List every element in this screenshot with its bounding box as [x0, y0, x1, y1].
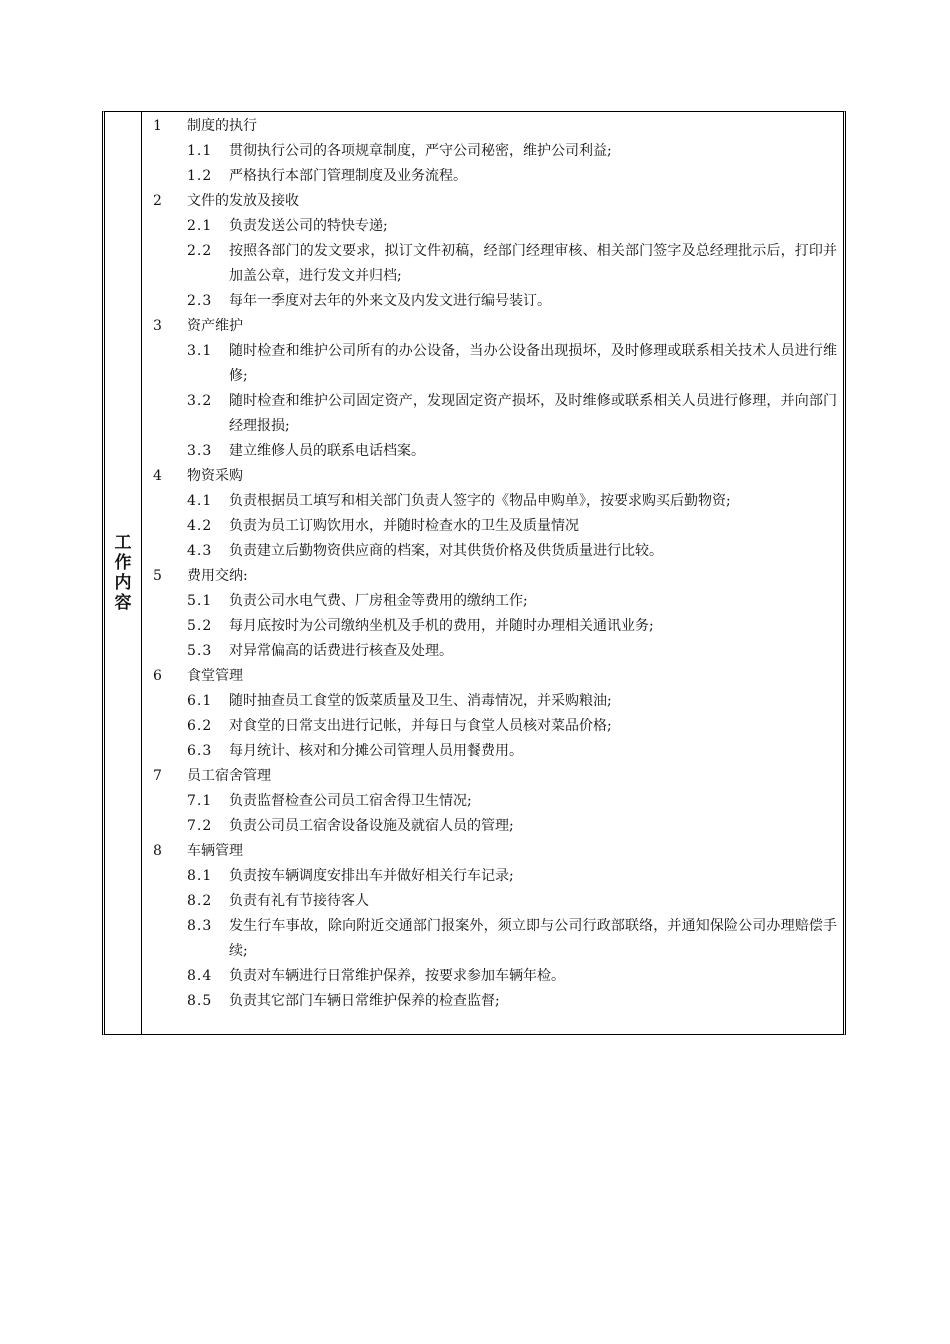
item-number: 1.2	[187, 168, 213, 184]
item-text: 负责根据员工填写和相关部门负责人签字的《物品申购单》，按要求购买后勤物资;	[229, 493, 731, 509]
item-text: 负责建立后勤物资供应商的档案，对其供货价格及供货质量进行比较。	[229, 543, 663, 559]
section-title: 文件的发放及接收	[187, 193, 299, 209]
section	[145, 314, 837, 464]
item-text: 对食堂的日常支出进行记帐，并每日与食堂人员核对菜品价格;	[229, 718, 612, 734]
item-text: 每月统计、核对和分摊公司管理人员用餐费用。	[229, 743, 523, 759]
section-header	[145, 664, 837, 689]
section-header	[145, 564, 837, 589]
section	[145, 464, 837, 564]
section-title: 资产维护	[187, 318, 243, 334]
section-title: 车辆管理	[187, 843, 243, 859]
list-item	[145, 339, 837, 389]
item-number: 4.1	[187, 493, 213, 509]
item-number: 7.2	[187, 818, 213, 834]
item-text: 每年一季度对去年的外来文及内发文进行编号装订。	[229, 293, 551, 309]
section-title: 费用交纳:	[187, 568, 248, 584]
item-text: 负责公司员工宿舍设备设施及就宿人员的管理;	[229, 818, 514, 834]
list-item	[145, 164, 837, 189]
item-text: 负责其它部门车辆日常维护保养的检查监督;	[229, 993, 500, 1009]
section	[145, 764, 837, 839]
item-text: 负责公司水电气费、厂房租金等费用的缴纳工作;	[229, 593, 528, 609]
item-text: 严格执行本部门管理制度及业务流程。	[229, 168, 467, 184]
section-label: 工作内容	[114, 533, 132, 613]
item-text: 贯彻执行公司的各项规章制度，严守公司秘密，维护公司利益;	[229, 143, 612, 159]
section-number: 4	[153, 468, 162, 484]
item-number: 6.2	[187, 718, 213, 734]
list-item	[145, 789, 837, 814]
item-number: 8.1	[187, 868, 213, 884]
list-item	[145, 914, 837, 964]
section	[145, 114, 837, 189]
section-number: 6	[153, 668, 162, 684]
item-number: 8.3	[187, 918, 213, 934]
item-number: 3.2	[187, 393, 213, 409]
section	[145, 839, 837, 1014]
section	[145, 664, 837, 764]
list-item	[145, 614, 837, 639]
section-number: 1	[153, 118, 162, 134]
list-item	[145, 964, 837, 989]
section-title: 食堂管理	[187, 668, 243, 684]
item-number: 1.1	[187, 143, 213, 159]
item-text: 随时检查和维护公司所有的办公设备，当办公设备出现损坏，及时修理或联系相关技术人员进行维修;	[229, 343, 837, 384]
item-number: 5.1	[187, 593, 213, 609]
item-text: 负责对车辆进行日常维护保养，按要求参加车辆年检。	[229, 968, 565, 984]
section-header	[145, 839, 837, 864]
content-cell	[145, 114, 837, 1034]
section-title: 员工宿舍管理	[187, 768, 271, 784]
item-text: 负责发送公司的特快专递;	[229, 218, 388, 234]
item-text: 建立维修人员的联系电话档案。	[229, 443, 425, 459]
list-item	[145, 714, 837, 739]
section-header	[145, 114, 837, 139]
label-cell	[105, 112, 142, 1034]
item-text: 按照各部门的发文要求，拟订文件初稿，经部门经理审核、相关部门签字及总经理批示后，打印并加盖公章，进行发文并归档;	[229, 243, 837, 284]
list-item	[145, 239, 837, 289]
list-item	[145, 489, 837, 514]
section-number: 7	[153, 768, 162, 784]
item-text: 随时抽查员工食堂的饭菜质量及卫生、消毒情况，并采购粮油;	[229, 693, 612, 709]
item-number: 8.5	[187, 993, 213, 1009]
list-item	[145, 289, 837, 314]
item-number: 2.1	[187, 218, 213, 234]
item-text: 负责为员工订购饮用水，并随时检查水的卫生及质量情况	[229, 518, 579, 534]
item-text: 随时检查和维护公司固定资产，发现固定资产损坏，及时维修或联系相关人员进行修理，并向部门经理报损;	[229, 393, 837, 434]
item-number: 6.3	[187, 743, 213, 759]
section-number: 3	[153, 318, 162, 334]
item-number: 6.1	[187, 693, 213, 709]
item-number: 7.1	[187, 793, 213, 809]
list-item	[145, 989, 837, 1014]
list-item	[145, 864, 837, 889]
list-item	[145, 589, 837, 614]
item-text: 负责有礼有节接待客人	[229, 893, 369, 909]
section-number: 2	[153, 193, 162, 209]
section-header	[145, 189, 837, 214]
section-number: 5	[153, 568, 162, 584]
item-number: 8.2	[187, 893, 213, 909]
list-item	[145, 539, 837, 564]
item-number: 3.1	[187, 343, 213, 359]
item-text: 负责按车辆调度安排出车并做好相关行车记录;	[229, 868, 514, 884]
list-item	[145, 139, 837, 164]
section-title: 物资采购	[187, 468, 243, 484]
list-item	[145, 389, 837, 439]
list-item	[145, 689, 837, 714]
item-number: 2.2	[187, 243, 213, 259]
section	[145, 564, 837, 664]
list-item	[145, 639, 837, 664]
item-text: 对异常偏高的话费进行核查及处理。	[229, 643, 453, 659]
list-item	[145, 514, 837, 539]
list-item	[145, 214, 837, 239]
item-text: 发生行车事故，除向附近交通部门报案外，须立即与公司行政部联络，并通知保险公司办理赔偿手续;	[229, 918, 837, 959]
item-number: 3.3	[187, 443, 213, 459]
item-number: 5.3	[187, 643, 213, 659]
section-header	[145, 314, 837, 339]
list-item	[145, 439, 837, 464]
item-number: 5.2	[187, 618, 213, 634]
section-title: 制度的执行	[187, 118, 257, 134]
section-header	[145, 464, 837, 489]
item-number: 4.3	[187, 543, 213, 559]
item-number: 2.3	[187, 293, 213, 309]
list-item	[145, 814, 837, 839]
item-number: 4.2	[187, 518, 213, 534]
section-number: 8	[153, 843, 162, 859]
item-text: 每月底按时为公司缴纳坐机及手机的费用，并随时办理相关通讯业务;	[229, 618, 654, 634]
section	[145, 189, 837, 314]
list-item	[145, 889, 837, 914]
list-item	[145, 739, 837, 764]
item-number: 8.4	[187, 968, 213, 984]
item-text: 负责监督检查公司员工宿舍得卫生情况;	[229, 793, 472, 809]
section-header	[145, 764, 837, 789]
duty-table	[102, 111, 846, 1035]
